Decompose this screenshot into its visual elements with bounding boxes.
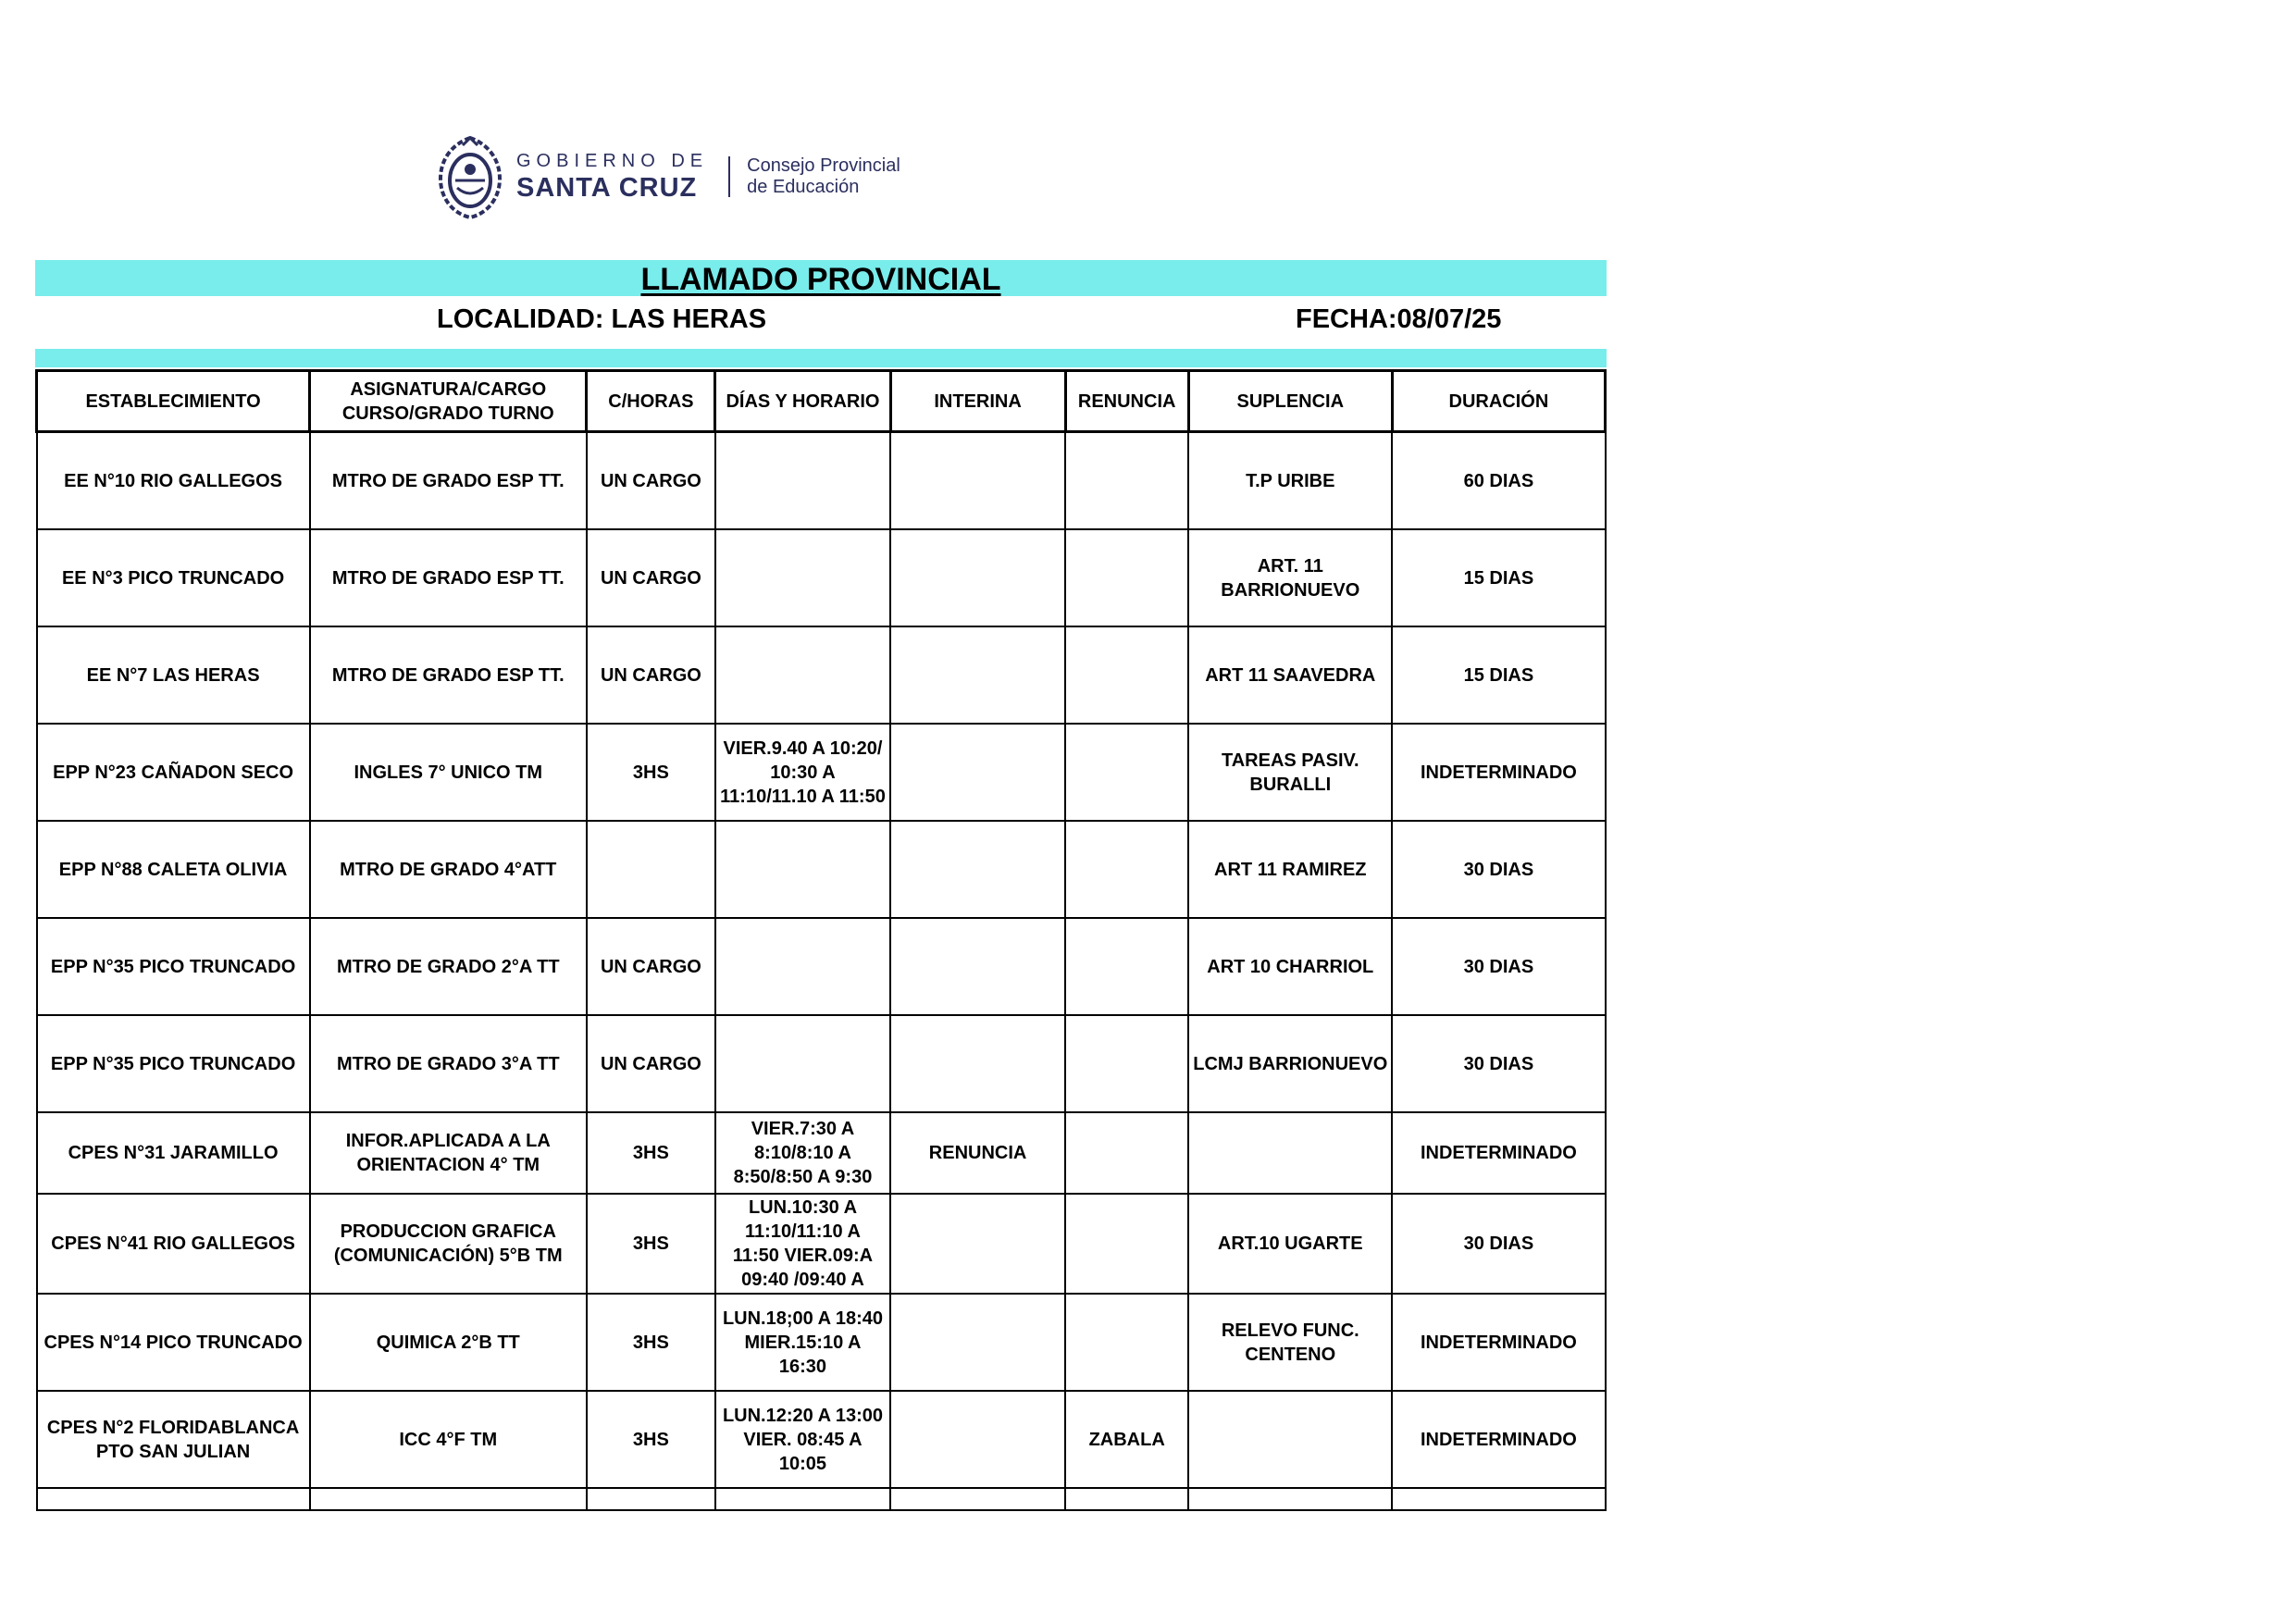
- table-row: [37, 1391, 1606, 1488]
- fecha-label: FECHA:08/07/25: [1296, 304, 1502, 334]
- cell-interina: [890, 1194, 1065, 1294]
- separator-band: [35, 349, 1607, 367]
- cell-establecimiento: EE N°3 PICO TRUNCADO: [37, 529, 310, 626]
- cell-duracion: INDETERMINADO: [1392, 1294, 1605, 1391]
- cell-asignatura: INFOR.APLICADA A LA ORIENTACION 4° TM: [310, 1112, 587, 1194]
- cell-c-horas: UN CARGO: [587, 626, 715, 724]
- col-suplencia: SUPLENCIA: [1188, 371, 1392, 432]
- cell-duracion: INDETERMINADO: [1392, 724, 1605, 821]
- cell-renuncia: [1065, 821, 1188, 918]
- col-asignatura: [310, 371, 587, 432]
- col-dias-horario: DÍAS Y HORARIO: [715, 371, 890, 432]
- cell-renuncia: [1065, 1194, 1188, 1294]
- cell-empty: [310, 1488, 587, 1510]
- table-row: [37, 821, 1606, 918]
- cell-c-horas: UN CARGO: [587, 918, 715, 1015]
- cell-interina: RENUNCIA: [890, 1112, 1065, 1194]
- cell-suplencia: LCMJ BARRIONUEVO: [1188, 1015, 1392, 1112]
- cell-renuncia: [1065, 724, 1188, 821]
- col-interina: INTERINA: [890, 371, 1065, 432]
- cell-interina: [890, 1294, 1065, 1391]
- cell-asignatura: MTRO DE GRADO ESP TT.: [310, 432, 587, 530]
- cell-suplencia: T.P URIBE: [1188, 432, 1392, 530]
- cell-asignatura: MTRO DE GRADO 4°ATT: [310, 821, 587, 918]
- cell-suplencia: RELEVO FUNC. CENTENO: [1188, 1294, 1392, 1391]
- cell-interina: [890, 821, 1065, 918]
- table-header-row: [37, 371, 1606, 432]
- cell-dias-horario: [715, 918, 890, 1015]
- cell-interina: [890, 529, 1065, 626]
- cell-renuncia: [1065, 1015, 1188, 1112]
- cell-c-horas: 3HS: [587, 724, 715, 821]
- col-duracion: DURACIÓN: [1392, 371, 1605, 432]
- cell-duracion: 15 DIAS: [1392, 626, 1605, 724]
- logo-divider: [728, 156, 730, 197]
- gov-line1: GOBIERNO DE: [516, 151, 709, 171]
- cell-establecimiento: CPES N°31 JARAMILLO: [37, 1112, 310, 1194]
- cell-asignatura: ICC 4°F TM: [310, 1391, 587, 1488]
- cell-empty: [1065, 1488, 1188, 1510]
- page-title-text: LLAMADO PROVINCIAL: [640, 262, 1001, 297]
- cell-interina: [890, 724, 1065, 821]
- cell-interina: [890, 1015, 1065, 1112]
- cell-establecimiento: EPP N°35 PICO TRUNCADO: [37, 918, 310, 1015]
- cell-dias-horario: VIER.9.40 A 10:20/ 10:30 A 11:10/11.10 A 11:50: [715, 724, 890, 821]
- cell-empty: [587, 1488, 715, 1510]
- cell-empty: [715, 1488, 890, 1510]
- council-name: [747, 155, 900, 198]
- cell-duracion: 30 DIAS: [1392, 1194, 1605, 1294]
- cell-suplencia: [1188, 1112, 1392, 1194]
- cell-dias-horario: [715, 432, 890, 530]
- cell-renuncia: [1065, 1294, 1188, 1391]
- cell-dias-horario: [715, 821, 890, 918]
- table-row: [37, 1015, 1606, 1112]
- cell-establecimiento: EE N°10 RIO GALLEGOS: [37, 432, 310, 530]
- cell-asignatura: PRODUCCION GRAFICA (COMUNICACIÓN) 5°B TM: [310, 1194, 587, 1294]
- cell-dias-horario: LUN.10:30 A 11:10/11:10 A 11:50 VIER.09:A 09:40 /09:40 A: [715, 1194, 890, 1294]
- cell-establecimiento: EPP N°23 CAÑADON SECO: [37, 724, 310, 821]
- cell-dias-horario: LUN.12:20 A 13:00 VIER. 08:45 A 10:05: [715, 1391, 890, 1488]
- cell-empty: [37, 1488, 310, 1510]
- cell-suplencia: ART. 11 BARRIONUEVO: [1188, 529, 1392, 626]
- cell-duracion: 30 DIAS: [1392, 1015, 1605, 1112]
- cell-asignatura: MTRO DE GRADO ESP TT.: [310, 626, 587, 724]
- cell-renuncia: [1065, 529, 1188, 626]
- cell-c-horas: UN CARGO: [587, 1015, 715, 1112]
- table-row: [37, 529, 1606, 626]
- cell-asignatura: MTRO DE GRADO 2°A TT: [310, 918, 587, 1015]
- cell-empty: [890, 1488, 1065, 1510]
- localidad-label: LOCALIDAD: LAS HERAS: [437, 304, 767, 334]
- cell-duracion: 60 DIAS: [1392, 432, 1605, 530]
- table-row: [37, 1194, 1606, 1294]
- table-row: [37, 432, 1606, 530]
- cell-renuncia: ZABALA: [1065, 1391, 1188, 1488]
- cell-c-horas: 3HS: [587, 1391, 715, 1488]
- table-row-empty: [37, 1488, 1606, 1510]
- table-row: [37, 1112, 1606, 1194]
- cell-establecimiento: CPES N°14 PICO TRUNCADO: [37, 1294, 310, 1391]
- cell-renuncia: [1065, 918, 1188, 1015]
- cell-interina: [890, 432, 1065, 530]
- vacancies-table: [35, 369, 1607, 1511]
- cell-dias-horario: [715, 1015, 890, 1112]
- cell-suplencia: ART.10 UGARTE: [1188, 1194, 1392, 1294]
- cell-dias-horario: VIER.7:30 A 8:10/8:10 A 8:50/8:50 A 9:30: [715, 1112, 890, 1194]
- table-row: [37, 724, 1606, 821]
- cell-suplencia: [1188, 1391, 1392, 1488]
- cell-dias-horario: [715, 626, 890, 724]
- cell-c-horas: 3HS: [587, 1294, 715, 1391]
- cell-c-horas: UN CARGO: [587, 529, 715, 626]
- table-row: [37, 918, 1606, 1015]
- cell-duracion: 15 DIAS: [1392, 529, 1605, 626]
- cell-asignatura: INGLES 7° UNICO TM: [310, 724, 587, 821]
- cell-establecimiento: EE N°7 LAS HERAS: [37, 626, 310, 724]
- cell-c-horas: 3HS: [587, 1112, 715, 1194]
- col-renuncia: RENUNCIA: [1065, 371, 1188, 432]
- cell-c-horas: [587, 821, 715, 918]
- col-establecimiento: ESTABLECIMIENTO: [37, 371, 310, 432]
- cell-interina: [890, 918, 1065, 1015]
- cell-establecimiento: CPES N°41 RIO GALLEGOS: [37, 1194, 310, 1294]
- cell-interina: [890, 626, 1065, 724]
- cell-duracion: 30 DIAS: [1392, 918, 1605, 1015]
- cell-asignatura: MTRO DE GRADO ESP TT.: [310, 529, 587, 626]
- cell-empty: [1392, 1488, 1605, 1510]
- cell-c-horas: 3HS: [587, 1194, 715, 1294]
- header-logo: [435, 134, 900, 219]
- page-title: [35, 260, 1607, 296]
- cell-establecimiento: EPP N°35 PICO TRUNCADO: [37, 1015, 310, 1112]
- col-c-horas: C/HORAS: [587, 371, 715, 432]
- council-line1: Consejo Provincial: [747, 155, 900, 176]
- cell-interina: [890, 1391, 1065, 1488]
- provincial-seal-icon: [435, 134, 505, 219]
- government-name: [516, 152, 708, 202]
- cell-asignatura: QUIMICA 2°B TT: [310, 1294, 587, 1391]
- cell-duracion: INDETERMINADO: [1392, 1112, 1605, 1194]
- cell-empty: [1188, 1488, 1392, 1510]
- cell-duracion: INDETERMINADO: [1392, 1391, 1605, 1488]
- cell-duracion: 30 DIAS: [1392, 821, 1605, 918]
- cell-suplencia: ART 11 SAAVEDRA: [1188, 626, 1392, 724]
- cell-suplencia: ART 10 CHARRIOL: [1188, 918, 1392, 1015]
- cell-dias-horario: [715, 529, 890, 626]
- cell-c-horas: UN CARGO: [587, 432, 715, 530]
- gov-line2: SANTA CRUZ: [516, 173, 698, 203]
- col-asignatura-line1: ASIGNATURA/CARGO: [350, 378, 547, 400]
- cell-suplencia: ART 11 RAMIREZ: [1188, 821, 1392, 918]
- cell-suplencia: TAREAS PASIV. BURALLI: [1188, 724, 1392, 821]
- cell-establecimiento: CPES N°2 FLORIDABLANCA PTO SAN JULIAN: [37, 1391, 310, 1488]
- table-row: [37, 626, 1606, 724]
- cell-renuncia: [1065, 1112, 1188, 1194]
- cell-renuncia: [1065, 626, 1188, 724]
- table-row: [37, 1294, 1606, 1391]
- col-asignatura-line2: CURSO/GRADO TURNO: [341, 403, 554, 424]
- cell-asignatura: MTRO DE GRADO 3°A TT: [310, 1015, 587, 1112]
- cell-renuncia: [1065, 432, 1188, 530]
- cell-dias-horario: LUN.18;00 A 18:40 MIER.15:10 A 16:30: [715, 1294, 890, 1391]
- cell-establecimiento: EPP N°88 CALETA OLIVIA: [37, 821, 310, 918]
- council-line2: de Educación: [747, 177, 860, 197]
